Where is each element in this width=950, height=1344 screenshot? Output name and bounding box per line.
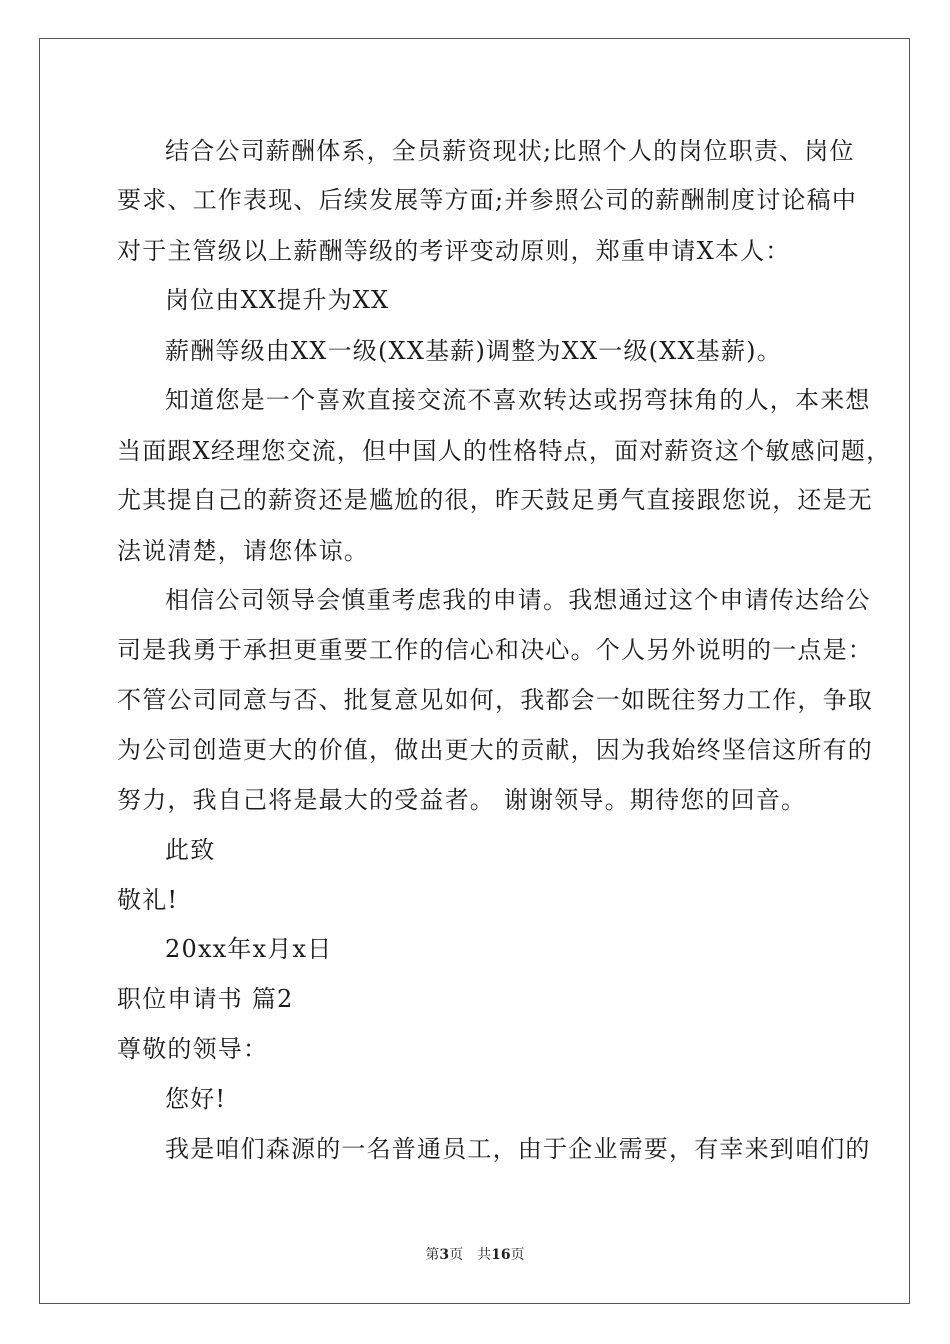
paragraph-line: 对于主管级以上薪酬等级的考评变动原则，郑重申请X本人： — [117, 237, 791, 265]
paragraph-line: 不管公司同意与否、批复意见如何，我都会一如既往努力工作，争取 — [117, 686, 873, 714]
paragraph-line: 为公司创造更大的价值，做出更大的贡献，因为我始终坚信这所有的 — [117, 736, 873, 764]
paragraph-line: 当面跟X经理您交流，但中国人的性格特点，面对薪资这个敏感问题， — [117, 437, 892, 465]
page-footer — [0, 1245, 950, 1265]
section-heading: 职位申请书 篇2 — [117, 985, 294, 1013]
paragraph-line: 尤其提自己的薪资还是尴尬的很，昨天鼓足勇气直接跟您说，还是无 — [117, 486, 873, 514]
paragraph-line: 我是咱们森源的一名普通员工，由于企业需要，有幸来到咱们的 — [165, 1135, 871, 1163]
greeting-line: 您好! — [165, 1085, 227, 1113]
footer-prefix: 第 — [425, 1247, 440, 1263]
paragraph-line: 努力，我自己将是最大的受益者。 谢谢领导。期待您的回音。 — [117, 786, 807, 814]
page-border — [39, 38, 910, 1304]
paragraph-line: 法说清楚，请您体谅。 — [117, 537, 369, 565]
paragraph-line: 薪酬等级由XX一级(XX基薪)调整为XX一级(XX基薪)。 — [165, 337, 782, 365]
greeting-recipient: 尊敬的领导： — [117, 1035, 269, 1063]
date-line: 20xx年x月x日 — [165, 935, 333, 963]
paragraph-line: 岗位由XX提升为XX — [165, 286, 390, 314]
paragraph-line: 知道您是一个喜欢直接交流不喜欢转达或拐弯抹角的人，本来想 — [165, 386, 871, 414]
footer-mid: 页 共 — [449, 1247, 492, 1263]
paragraph-line: 司是我勇于承担更重要工作的信心和决心。个人另外说明的一点是： — [117, 636, 873, 664]
footer-suffix: 页 — [510, 1247, 525, 1263]
paragraph-line: 相信公司领导会慎重考虑我的申请。我想通过这个申请传达给公 — [165, 586, 871, 614]
paragraph-line: 结合公司薪酬体系，全员薪资现状;比照个人的岗位职责、岗位 — [165, 137, 855, 165]
footer-total-pages: 16 — [491, 1247, 511, 1263]
closing-line: 此致 — [165, 836, 216, 864]
footer-page-number: 3 — [439, 1247, 450, 1263]
paragraph-line: 要求、工作表现、后续发展等方面;并参照公司的薪酬制度讨论稿中 — [117, 186, 858, 214]
salutation-line: 敬礼! — [117, 886, 179, 914]
